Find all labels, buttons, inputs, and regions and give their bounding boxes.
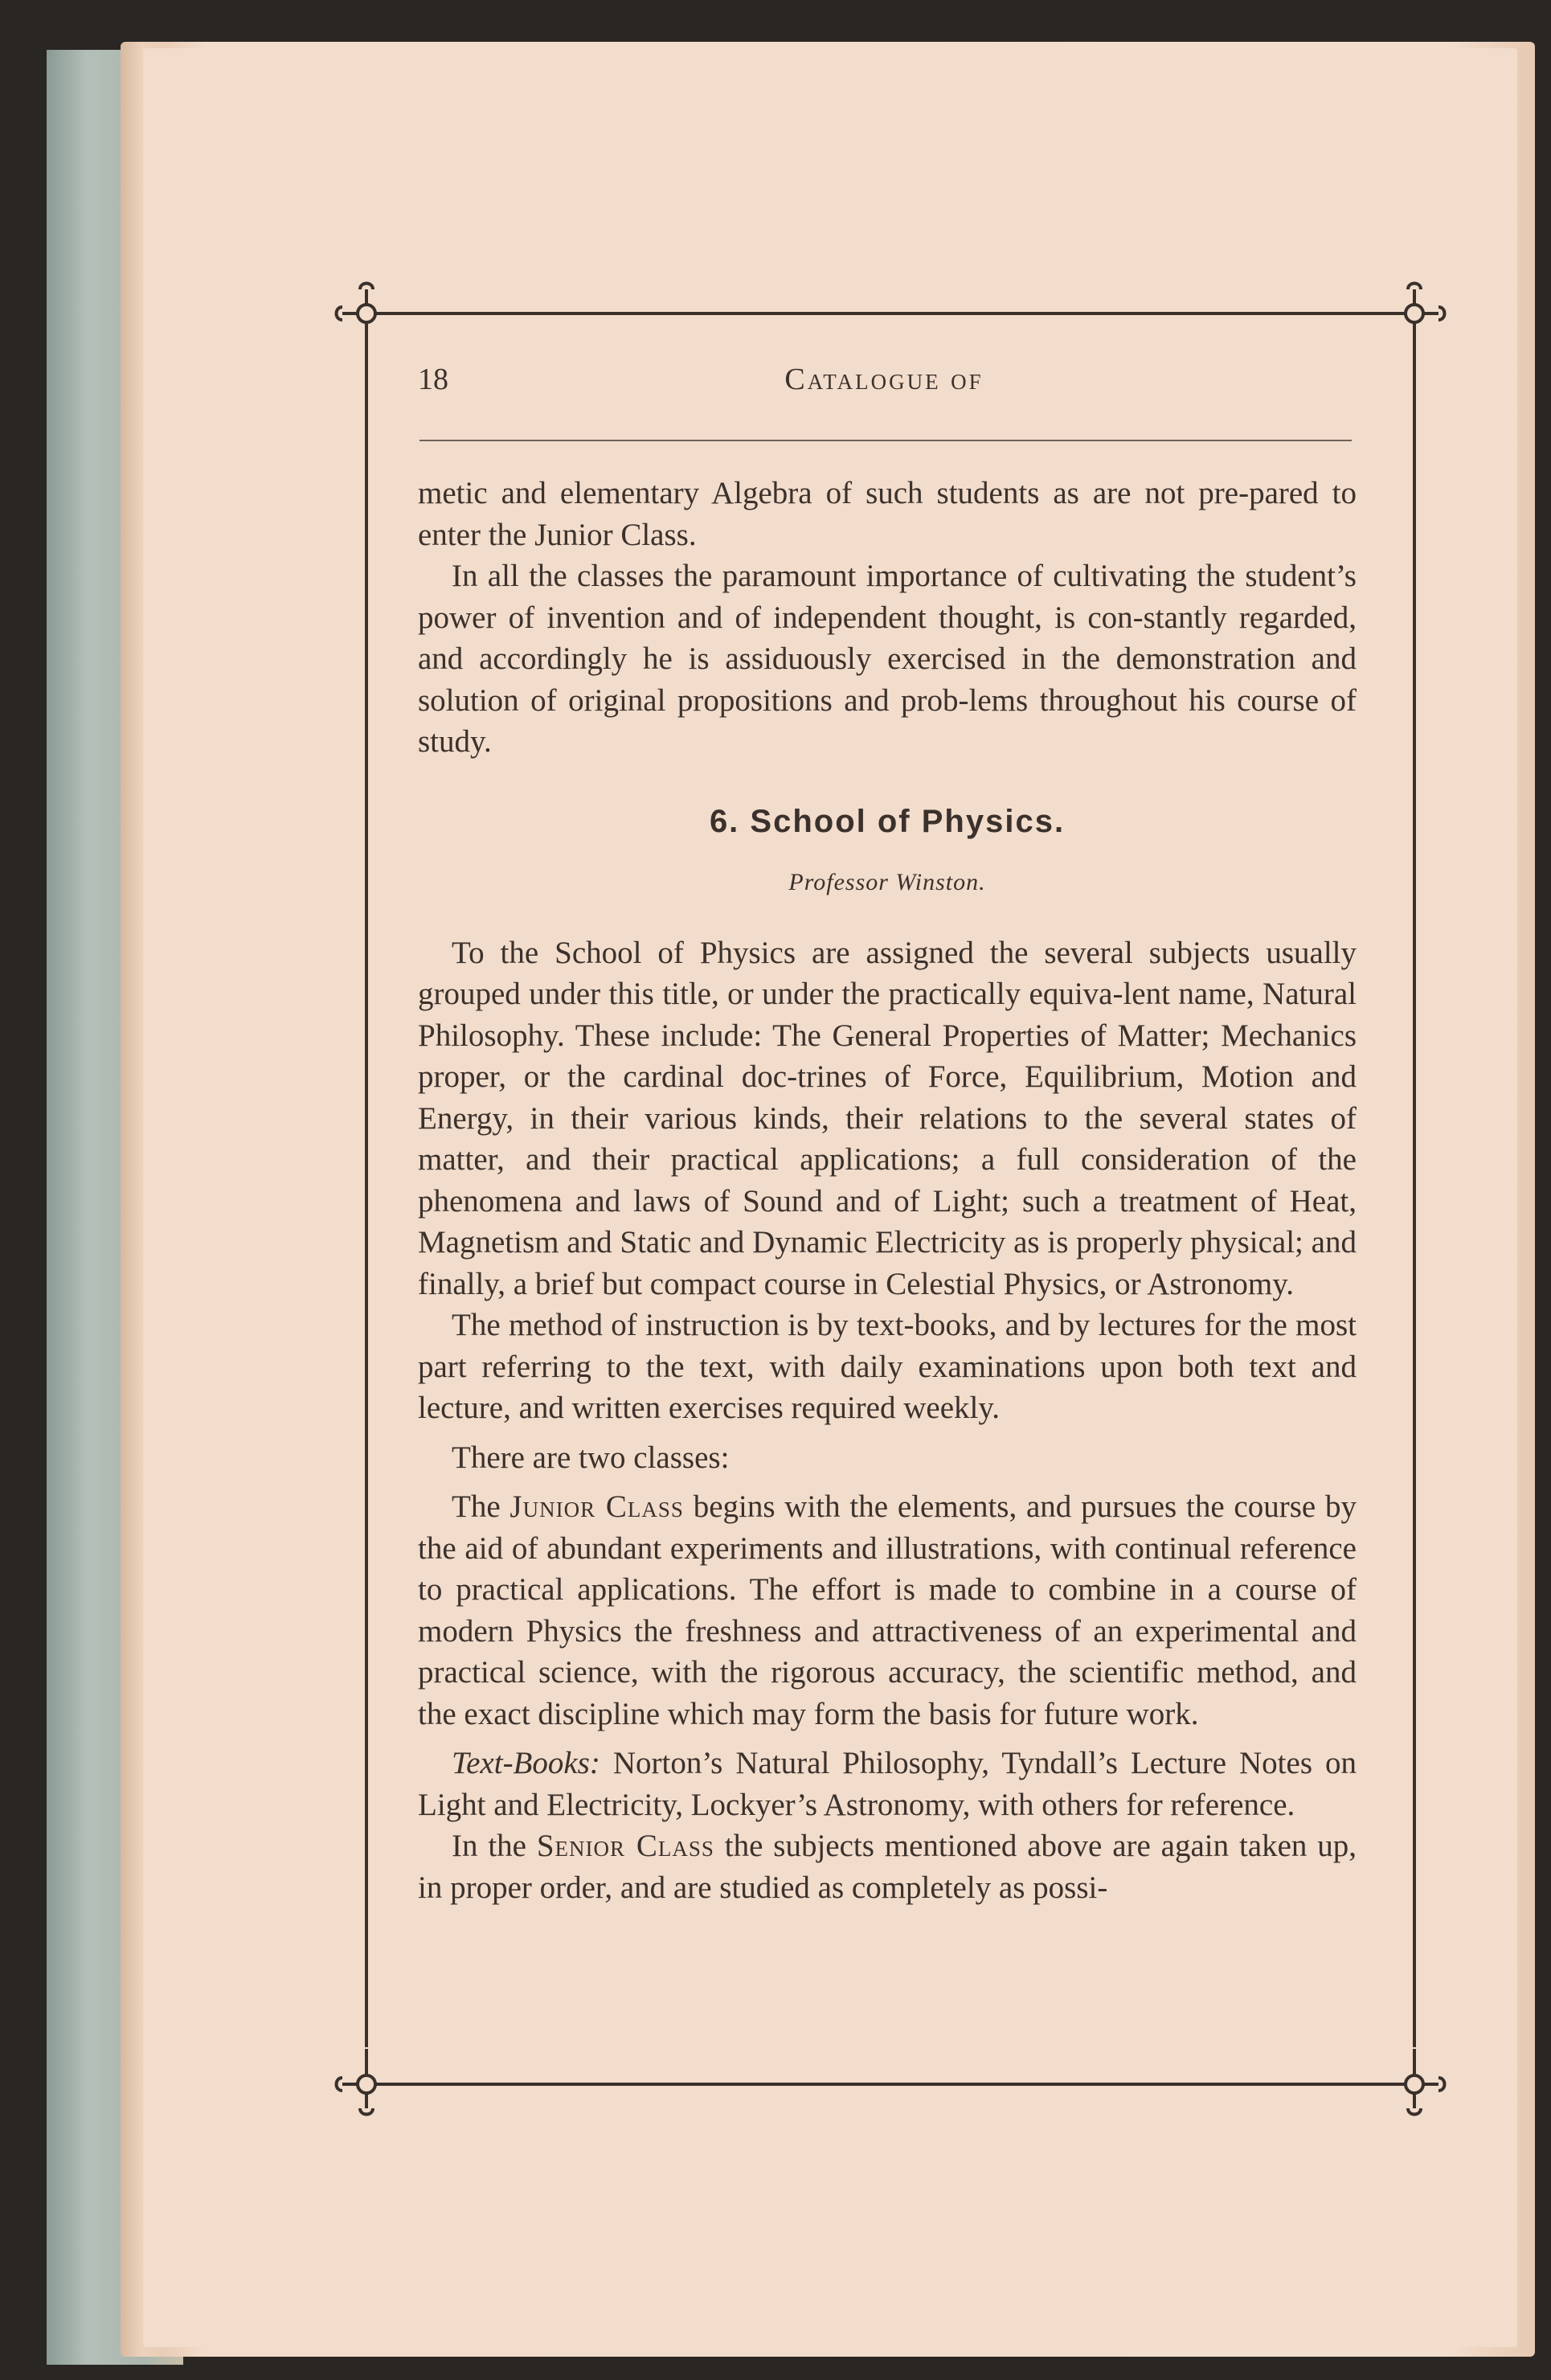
section-heading: 6. School of Physics. xyxy=(709,803,1066,839)
header-rule xyxy=(419,440,1352,441)
border-left xyxy=(365,347,368,2047)
junior-text: begins with the elements, and pursues the course by the aid of abundant experiments and illustrations, with continual reference to practical applications. The effort is made to combine in a course of modern Physics the freshness and attractiveness of an experimental and practical science, with the rigorous accuracy, the scientific method, and the exact discipline which may form the basis for future work. xyxy=(418,1489,1357,1731)
paragraph-continued: metic and elementary Algebra of such students as are not pre-pared to enter the Junior Class. xyxy=(418,476,1357,552)
paragraph-classes: In all the classes the paramount importance of cultivating the student’s power of invention and of independent thought, is con-stantly regarded, and accordingly he is assiduously exercised in the demonstration and solution of original propositions and prob-lems throughout his course of study. xyxy=(418,559,1357,759)
corner-ornament-icon xyxy=(331,278,402,349)
textbooks-text: Norton’s Natural Philosophy, Tyndall’s Lecture Notes on Light and Electricity, Lockyer’s Astronomy, with others for reference. xyxy=(418,1746,1357,1822)
junior-lead: The xyxy=(452,1489,501,1524)
junior-class-term: Junior Class xyxy=(509,1489,684,1524)
paragraph-two-classes: There are two classes: xyxy=(452,1440,730,1475)
running-head: Catalogue of xyxy=(784,363,984,396)
paragraph-method: The method of instruction is by text-books, and by lectures for the most part referring to the text, with daily examinations upon both text and lecture, and written exercises required weekly. xyxy=(418,1308,1357,1425)
paragraph-textbooks xyxy=(418,1743,1357,1825)
senior-text: the subjects mentioned above are again taken up, in proper order, and are studied as completely as possi- xyxy=(418,1829,1357,1905)
border-right xyxy=(1413,347,1416,2047)
border-top xyxy=(400,312,1381,315)
paragraph-assigned: To the School of Physics are assigned the several subjects usually grouped under this title, or under the practically equiva-lent name, Natural Philosophy. These include: The General Properties of Matter; Mechanics proper, or the cardinal doc-trines of Force, Equilibrium, Motion and Energy, in their various kinds, their relations to the several states of matter, and their practical applications; a full consideration of the phenomena and laws of Sound and of Light; such a treatment of Heat, Magnetism and Static and Dynamic Electricity as is properly physical; and finally, a brief but compact course in Celestial Physics, or Astronomy. xyxy=(418,935,1357,1301)
professor-name: Professor Winston. xyxy=(788,869,986,895)
corner-ornament-icon xyxy=(331,2049,402,2120)
senior-class-term: Senior Class xyxy=(536,1829,714,1863)
textbooks-label: Text-Books: xyxy=(452,1746,600,1780)
corner-ornament-icon xyxy=(1379,278,1450,349)
paragraph-junior xyxy=(418,1486,1357,1735)
border-bottom xyxy=(400,2083,1381,2086)
page-header xyxy=(418,362,1350,410)
corner-ornament-icon xyxy=(1379,2049,1450,2120)
page-body xyxy=(418,473,1357,1908)
page-number: 18 xyxy=(418,363,448,396)
senior-lead: In the xyxy=(452,1829,526,1863)
paragraph-senior xyxy=(418,1825,1357,1908)
